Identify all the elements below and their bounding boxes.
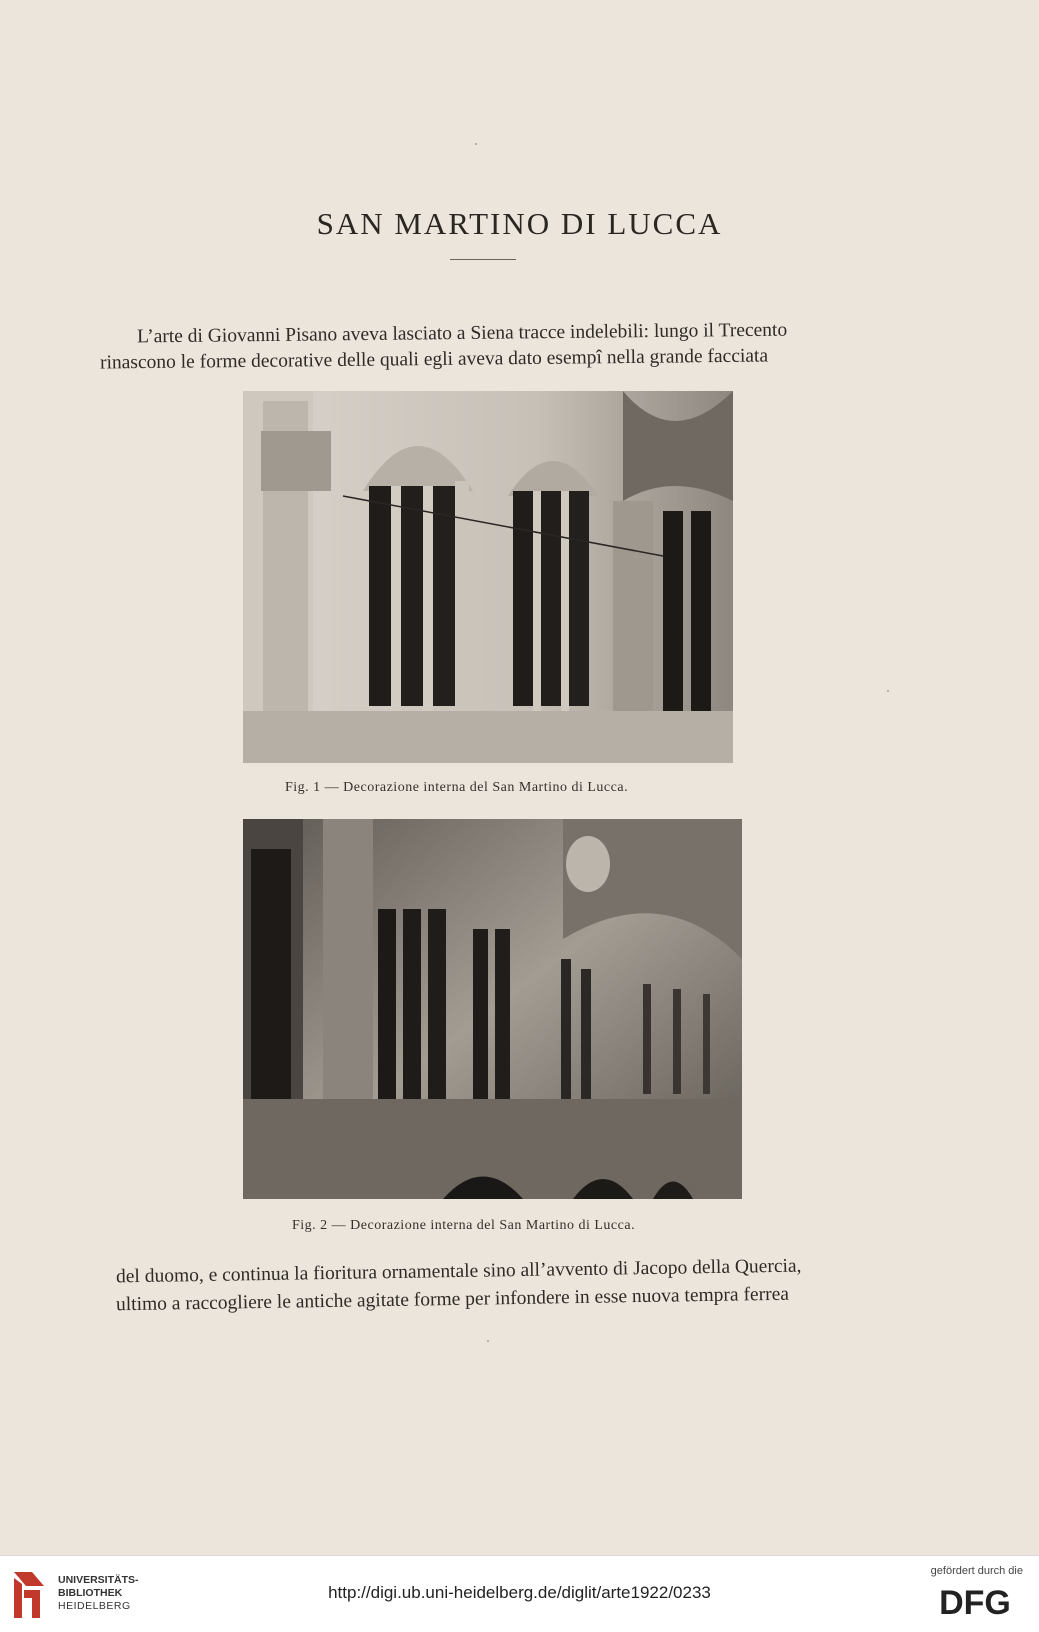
paper-speck bbox=[887, 690, 889, 692]
paper-speck bbox=[487, 1340, 489, 1342]
dfg-logo-text: DFG bbox=[939, 1584, 1011, 1619]
viewer-footer bbox=[0, 1555, 1039, 1632]
paragraph-2-line-2: ultimo a raccogliere le antiche agitate forme per infondere in esse nuova tempra ferrea bbox=[115, 1283, 790, 1316]
figure-2-caption: Fig. 2 — Decorazione interna del San Martino di Lucca. bbox=[292, 1218, 636, 1233]
page-title: SAN MARTINO DI LUCCA bbox=[316, 206, 723, 241]
paragraph-1-line-2: rinascono le forme decorative delle quali egli aveva dato esempî nella grande facciata bbox=[99, 345, 769, 374]
library-name-line-2: BIBLIOTHEK bbox=[58, 1587, 123, 1599]
figure-1-photo bbox=[243, 391, 733, 763]
library-name-line-3: HEIDELBERG bbox=[58, 1600, 131, 1612]
paragraph-2-line-1: del duomo, e continua la fioritura ornamentale sino all’avvento di Jacopo della Quercia, bbox=[115, 1255, 802, 1288]
title-divider bbox=[450, 259, 516, 260]
paragraph-1-line-1: L’arte di Giovanni Pisano aveva lasciato a Siena tracce indelebili: lungo il Trecento bbox=[136, 319, 788, 348]
library-name-line-1: UNIVERSITÄTS- bbox=[58, 1574, 139, 1586]
figure-1-caption: Fig. 1 — Decorazione interna del San Martino di Lucca. bbox=[285, 780, 629, 795]
permalink-url[interactable]: http://digi.ub.uni-heidelberg.de/diglit/arte1922/0233 bbox=[328, 1583, 711, 1602]
funding-note: gefördert durch die bbox=[930, 1565, 1023, 1577]
figure-2-photo bbox=[243, 819, 742, 1199]
paper-speck bbox=[475, 143, 477, 145]
dfg-logo-icon[interactable] bbox=[927, 1583, 1023, 1619]
